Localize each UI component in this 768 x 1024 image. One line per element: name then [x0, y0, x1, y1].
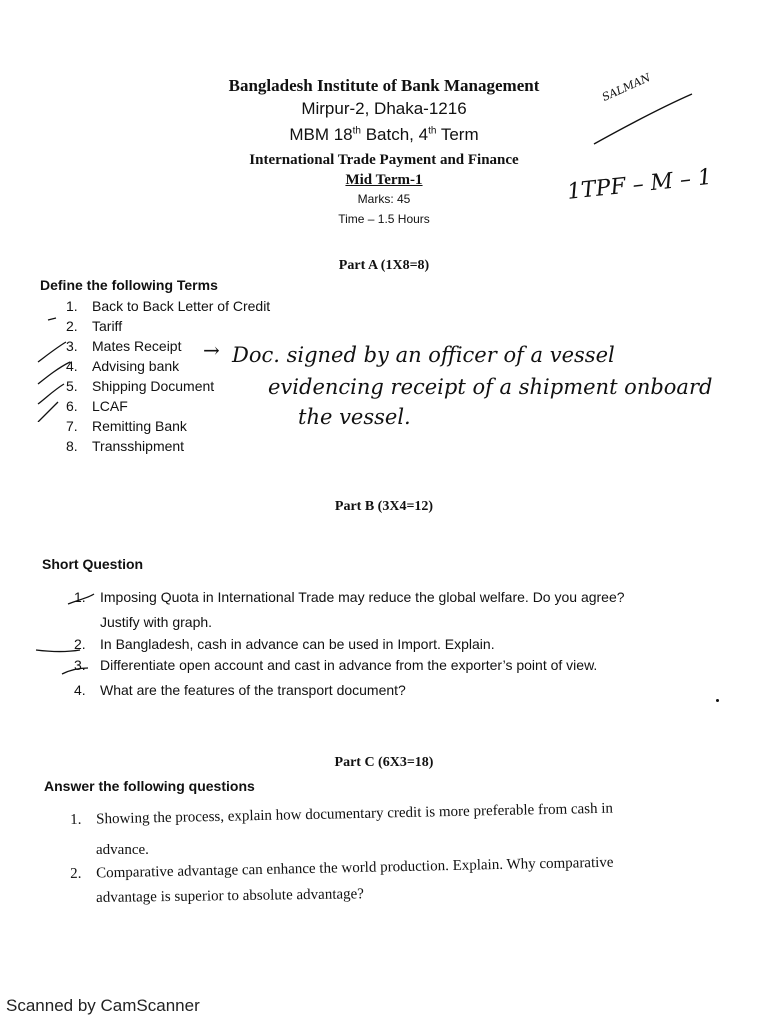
- part-b-item-1: [74, 589, 625, 605]
- item-number: 4.: [66, 358, 78, 374]
- batch-prefix: MBM 18: [289, 125, 353, 144]
- part-c-item-1: [70, 801, 613, 829]
- item-number: 8.: [66, 438, 78, 454]
- batch-sup-1: th: [352, 125, 361, 137]
- list-item: [66, 438, 270, 458]
- part-b-item-3: [74, 657, 597, 673]
- item-number: 6.: [66, 398, 78, 414]
- handwritten-name: SALMAN: [600, 71, 653, 104]
- item-text: Mates Receipt: [92, 338, 182, 354]
- scanner-watermark: Scanned by CamScanner: [6, 996, 200, 1015]
- batch-sup-2: th: [428, 125, 437, 137]
- item-number: 5.: [66, 378, 78, 394]
- item-text: What are the features of the transport document?: [100, 682, 406, 698]
- item-number: 2.: [70, 865, 82, 882]
- part-b-item-4: [74, 682, 406, 698]
- handwritten-code: 1TPF – M – 1: [566, 164, 714, 205]
- item-text: Imposing Quota in International Trade may reduce the global welfare. Do you agree?: [100, 589, 625, 605]
- pen-marks-part-b: [28, 590, 98, 680]
- arrow-icon: →: [203, 338, 220, 362]
- part-b-item-2: [74, 636, 495, 652]
- item-text: In Bangladesh, cash in advance can be used in Import. Explain.: [100, 636, 495, 652]
- part-b-item-1-cont: Justify with graph.: [100, 614, 213, 630]
- batch-mid: Batch, 4: [360, 125, 429, 144]
- item-text: Comparative advantage can enhance the world production. Explain. Why comparative: [95, 854, 614, 882]
- part-a-instruction: Define the following Terms: [40, 277, 218, 293]
- item-number: 7.: [66, 418, 78, 434]
- item-text: LCAF: [92, 398, 128, 414]
- institute-address: Mirpur-2, Dhaka-1216: [301, 99, 467, 118]
- handwritten-note-line-2: evidencing receipt of a shipment onboard: [268, 375, 713, 399]
- item-text: Tariff: [92, 318, 123, 334]
- part-b-title: Part B (3X4=12): [334, 499, 434, 514]
- item-text: Remitting Bank: [92, 418, 187, 434]
- list-item: [66, 298, 270, 318]
- item-number: 3.: [74, 657, 86, 673]
- part-a-title: Part A (1X8=8): [338, 258, 430, 273]
- batch-suffix: Term: [436, 125, 479, 144]
- item-number: 3.: [66, 338, 78, 354]
- exam-title: Mid Term-1: [345, 172, 423, 188]
- part-b-instruction: Short Question: [42, 556, 144, 572]
- time-allowed: Time – 1.5 Hours: [338, 212, 430, 226]
- item-number: 1.: [66, 298, 78, 314]
- list-item: [66, 398, 270, 418]
- handwritten-note-line-1: Doc. signed by an officer of a vessel: [232, 343, 615, 367]
- part-c-instruction: Answer the following questions: [44, 778, 255, 794]
- part-c-item-2: [70, 855, 614, 883]
- item-text: Transshipment: [92, 438, 185, 454]
- item-number: 2.: [66, 318, 78, 334]
- item-number: 2.: [74, 636, 86, 652]
- scan-dot: [716, 699, 719, 702]
- part-a-list: [66, 298, 270, 458]
- item-text: Showing the process, explain how documentary credit is more preferable from cash in: [95, 800, 614, 828]
- name-underline: [590, 88, 700, 150]
- part-c-item-1-cont: advance.: [96, 842, 149, 858]
- part-c-item-2-cont: advantage is superior to absolute advantage?: [96, 886, 365, 906]
- list-item: [66, 418, 270, 438]
- item-text: Back to Back Letter of Credit: [92, 298, 271, 314]
- pen-marks-part-a: [34, 312, 84, 422]
- item-text: Shipping Document: [92, 378, 215, 394]
- item-number: 4.: [74, 682, 86, 698]
- marks: Marks: 45: [357, 192, 411, 206]
- handwritten-note-line-3: the vessel.: [298, 405, 411, 429]
- item-text: Differentiate open account and cast in advance from the exporter’s point of view.: [100, 657, 598, 673]
- course-title: International Trade Payment and Finance: [249, 152, 519, 168]
- part-c-title: Part C (6X3=18): [334, 755, 434, 770]
- list-item: [66, 318, 270, 338]
- institute-name: Bangladesh Institute of Bank Management: [228, 76, 540, 95]
- list-item: [66, 378, 270, 398]
- item-number: 1.: [70, 811, 82, 828]
- item-number: 1.: [74, 589, 86, 605]
- item-text: Advising bank: [92, 358, 180, 374]
